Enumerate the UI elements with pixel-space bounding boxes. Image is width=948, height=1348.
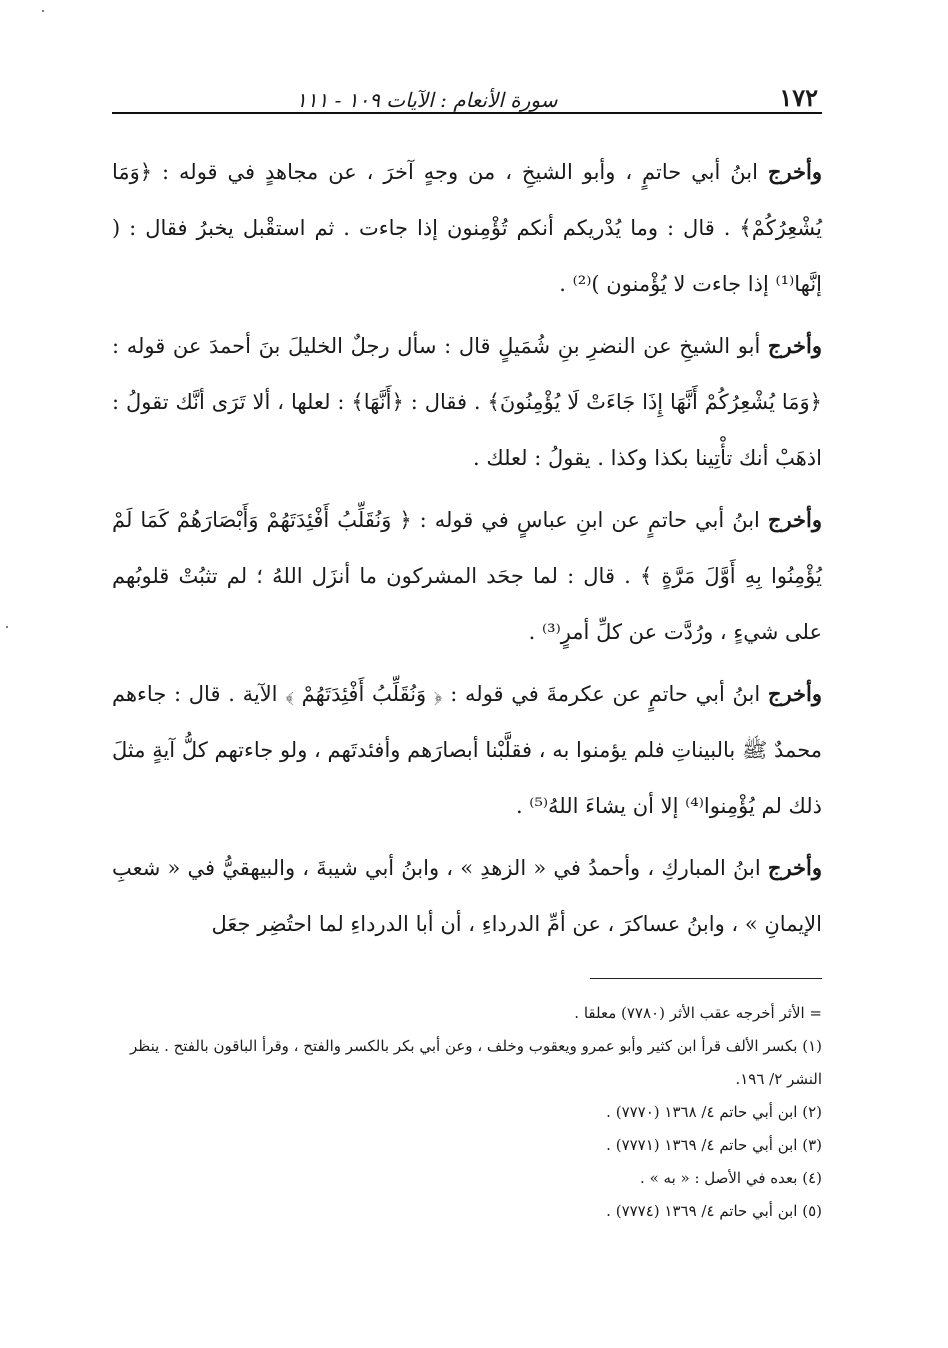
paragraph-lead: وأخرج xyxy=(767,681,822,706)
main-text xyxy=(112,144,822,952)
running-title: سورة الأنعام : الآيات ١٠٩ - ١١١ xyxy=(296,88,558,112)
footnote: = الأثر أخرجه عقب الأثر (٧٧٨٠) معلقا . xyxy=(574,1004,822,1022)
paragraph-text: ابنُ أبي حاتمٍ عن ابنِ عباسٍ في قوله : ﴿ وَنُقَلِّبُ أَفْئِدَتَهُمْ وَأَبْصَارَهُمْ كَمَا لَمْ يُؤْمِنُوا بِهِ أَوَّلَ مَرَّةٍ ﴾ . قال : لما جحَد المشركون ما أنزَل اللهُ ؛ لم تثبُتْ قلوبُهم على شيءٍ ، ورُدَّت عن كلِّ أمرٍ⁽³⁾ . xyxy=(112,508,822,644)
footnote: (٢) ابن أبي حاتم ٤/ ١٣٦٨ (٧٧٧٠) . xyxy=(606,1103,822,1121)
paragraph-lead: وأخرج xyxy=(767,855,822,880)
footnote-separator xyxy=(590,978,822,979)
footnote: (٤) بعده في الأصل : « به » . xyxy=(640,1169,822,1187)
paragraph-text: أبو الشيخِ عن النضرِ بنِ شُمَيلٍ قال : سأل رجلٌ الخليلَ بنَ أحمدَ عن قوله : ﴿وَمَا يُشْعِرُكُمْ أَنَّهَا إِذَا جَاءَتْ لَا يُؤْمِنُونَ﴾ . فقال : ﴿أَنَّهَا﴾ : لعلها ، ألا تَرَى أنَّك تقولُ : اذهَبْ أنك تأْتِينا بكذا وكذا . يقولُ : لعلك . xyxy=(112,334,822,470)
footnote: (١) بكسر الألف قرأ ابن كثير وأبو عمرو ويعقوب وخلف ، وعن أبي بكر بالكسر والفتح ، وقرأ الباقون بالفتح . ينظر النشر ٢/ ١٩٦. xyxy=(130,1037,822,1088)
paragraph-text: ابنُ أبي حاتمٍ ، وأبو الشيخِ ، من وجهٍ آخرَ ، عن مجاهدٍ في قوله : ﴿وَمَا يُشْعِرُكُمْ﴾ . قال : وما يُدْريكم أنكم تُؤْمِنون إذا جاءت . ثم استقْبل يخبرُ فقال : ( إنَّها⁽¹⁾ إذا جاءت لا يُؤْمنون )⁽²⁾ . xyxy=(112,160,822,296)
paragraph-text: ابنُ المباركِ ، وأحمدُ في « الزهدِ » ، وابنُ أبي شيبةَ ، والبيهقيُّ في « شعبِ الإيمانِ » ، وابنُ عساكرَ ، عن أمِّ الدرداءِ ، أن أبا الدرداءِ لما احتُضِر جعَل xyxy=(112,856,822,936)
scan-speck xyxy=(6,626,8,628)
paragraph-lead: وأخرج xyxy=(767,333,822,358)
paragraph xyxy=(112,666,822,834)
scan-speck xyxy=(42,10,44,12)
paragraph xyxy=(112,492,822,660)
paragraph xyxy=(112,144,822,312)
footnote: (٥) ابن أبي حاتم ٤/ ١٣٦٩ (٧٧٧٤) . xyxy=(606,1202,822,1220)
paragraph-lead: وأخرج xyxy=(767,159,822,184)
paragraph xyxy=(112,840,822,952)
footnotes xyxy=(112,997,822,1228)
page-number: ١٧٢ xyxy=(779,83,818,112)
paragraph-lead: وأخرج xyxy=(767,507,822,532)
paragraph xyxy=(112,318,822,486)
page-header xyxy=(112,60,822,114)
book-page xyxy=(112,60,822,1320)
paragraph-text: ابنُ أبي حاتمٍ عن عكرمةَ في قوله : ﴿ وَنُقَلِّبُ أَفْئِدَتَهُمْ ﴾ الآية . قال : جاءهم محمدٌ ﷺ بالبيناتِ فلم يؤمنوا به ، فقلَّبْنا أبصارَهم وأفئدتَهم ، ولو جاءتهم كلُّ آيةٍ مثلَ ذلك لم يُؤْمِنوا⁽⁴⁾ إلا أن يشاءَ اللهُ⁽⁵⁾ . xyxy=(112,682,822,818)
footnote: (٣) ابن أبي حاتم ٤/ ١٣٦٩ (٧٧٧١) . xyxy=(606,1136,822,1154)
